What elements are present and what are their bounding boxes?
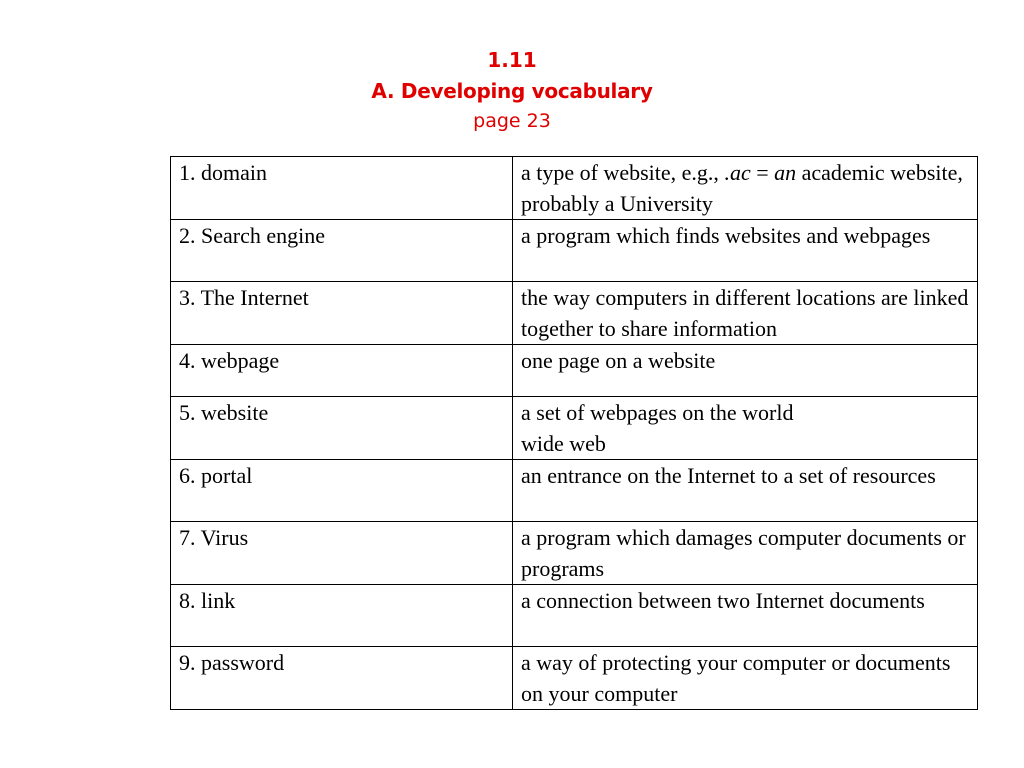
section-number: 1.11 bbox=[487, 48, 537, 72]
definition-cell bbox=[513, 397, 978, 460]
definition-text: = bbox=[750, 160, 775, 185]
table-row bbox=[171, 345, 978, 397]
term-cell: 8. link bbox=[171, 585, 513, 647]
table-row bbox=[171, 585, 978, 647]
table-row bbox=[171, 282, 978, 345]
definition-cell: the way computers in different locations are linked together to share information bbox=[513, 282, 978, 345]
definition-text: a type of website, e.g., bbox=[521, 160, 725, 185]
definition-line: wide web bbox=[521, 431, 606, 456]
term-cell: 3. The Internet bbox=[171, 282, 513, 345]
vocabulary-table bbox=[170, 156, 978, 710]
table-row bbox=[171, 460, 978, 522]
table-row bbox=[171, 522, 978, 585]
page-reference: page 23 bbox=[473, 110, 551, 132]
definition-line: a set of webpages on the world bbox=[521, 400, 794, 425]
section-title: A. Developing vocabulary bbox=[371, 79, 653, 103]
definition-text: academic website, probably a University bbox=[521, 160, 963, 216]
table-row bbox=[171, 157, 978, 220]
term-cell: 2. Search engine bbox=[171, 220, 513, 282]
definition-example-domain: .ac bbox=[724, 160, 751, 185]
table-row bbox=[171, 397, 978, 460]
definition-cell: one page on a website bbox=[513, 345, 978, 397]
table-row bbox=[171, 220, 978, 282]
definition-cell: a connection between two Internet documents bbox=[513, 585, 978, 647]
term-cell: 9. password bbox=[171, 647, 513, 710]
definition-cell: a way of protecting your computer or documents on your computer bbox=[513, 647, 978, 710]
term-cell: 1. domain bbox=[171, 157, 513, 220]
term-cell: 5. website bbox=[171, 397, 513, 460]
definition-cell: a program which finds websites and webpages bbox=[513, 220, 978, 282]
definition-cell: an entrance on the Internet to a set of resources bbox=[513, 460, 978, 522]
definition-example-article: an bbox=[774, 160, 797, 185]
term-cell: 4. webpage bbox=[171, 345, 513, 397]
term-cell: 6. portal bbox=[171, 460, 513, 522]
definition-cell bbox=[513, 157, 978, 220]
term-cell: 7. Virus bbox=[171, 522, 513, 585]
table-row bbox=[171, 647, 978, 710]
definition-cell: a program which damages computer documents or programs bbox=[513, 522, 978, 585]
